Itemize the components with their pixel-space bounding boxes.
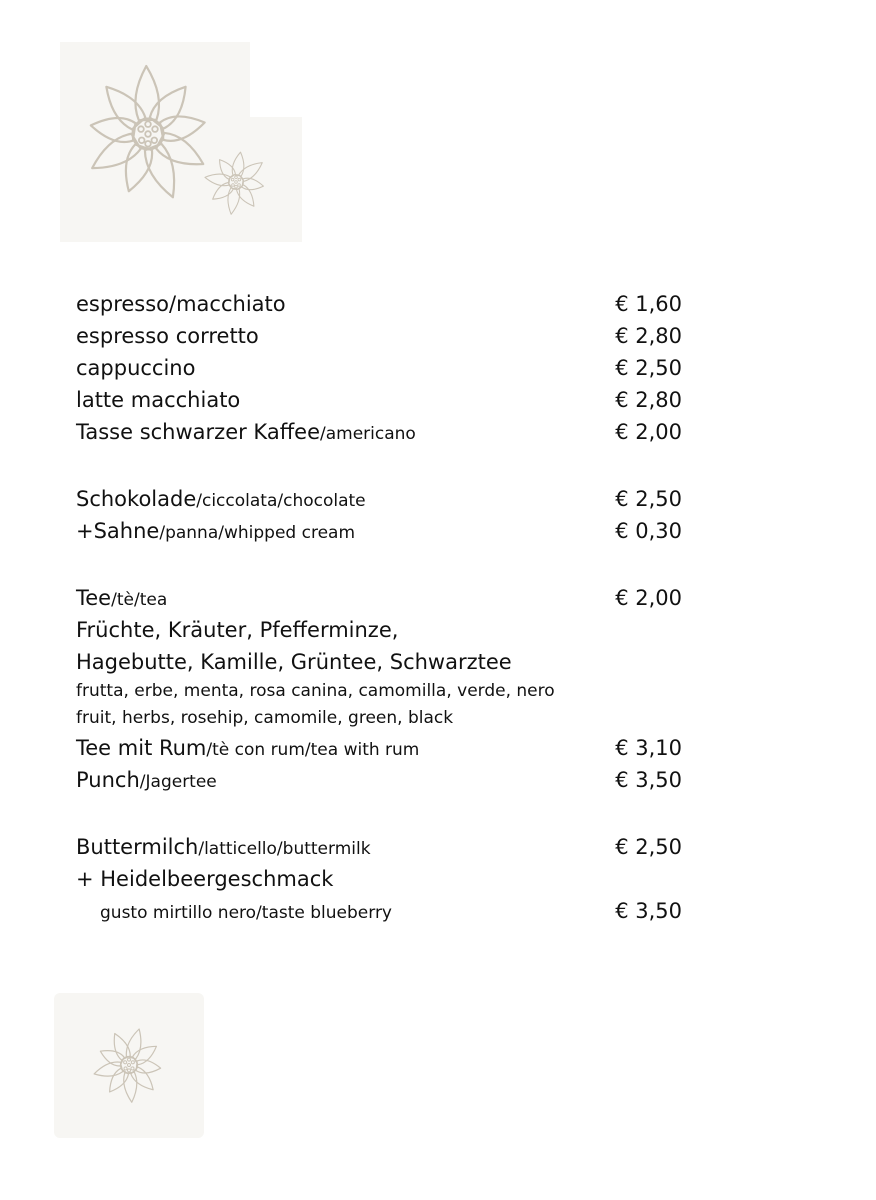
item-price: € 1,60 <box>615 292 682 316</box>
menu-item <box>76 732 682 764</box>
item-translation: /latticello/buttermilk <box>198 839 371 859</box>
item-name: latte macchiato <box>76 388 241 412</box>
item-translation: /Jagertee <box>139 772 217 792</box>
menu-item <box>76 320 682 352</box>
item-translation: /ciccolata/chocolate <box>196 491 366 511</box>
menu-item <box>76 515 682 547</box>
item-price: € 2,50 <box>615 835 682 859</box>
menu-addon-detail <box>76 895 682 927</box>
item-price: € 2,50 <box>615 356 682 380</box>
item-price: € 3,50 <box>615 768 682 792</box>
addon-translation: gusto mirtillo nero/taste blueberry <box>100 903 392 923</box>
menu-item <box>76 416 682 448</box>
item-price: € 2,80 <box>615 388 682 412</box>
item-translation: /americano <box>320 424 416 444</box>
item-price: € 2,80 <box>615 324 682 348</box>
edelweiss-flowers-icon <box>60 42 310 242</box>
item-translation: /tè con rum/tea with rum <box>206 740 420 760</box>
item-name: espresso corretto <box>76 324 259 348</box>
item-price: € 3,10 <box>615 736 682 760</box>
menu-item <box>76 384 682 416</box>
addon-name: + Heidelbeergeschmack <box>76 867 334 891</box>
tea-description-translation: frutta, erbe, menta, rosa canina, camomilla, verde, nero <box>76 681 555 701</box>
item-price: € 2,50 <box>615 487 682 511</box>
item-name: cappuccino <box>76 356 196 380</box>
tea-description: Hagebutte, Kamille, Grüntee, Schwarztee <box>76 650 512 674</box>
item-name: Tasse schwarzer Kaffee/americano <box>76 420 416 444</box>
item-name: espresso/macchiato <box>76 292 286 316</box>
item-name: Tee/tè/tea <box>76 586 168 610</box>
item-translation: /tè/tea <box>111 590 168 610</box>
item-price: € 2,00 <box>615 420 682 444</box>
item-name: Tee mit Rum/tè con rum/tea with rum <box>76 736 420 760</box>
menu-item <box>76 582 682 614</box>
tea-description-translation: fruit, herbs, rosehip, camomile, green, black <box>76 708 454 728</box>
section-gap <box>76 796 682 831</box>
menu-item <box>76 764 682 796</box>
item-price: € 3,50 <box>615 899 682 923</box>
item-name: Schokolade/ciccolata/chocolate <box>76 487 366 511</box>
item-price: € 2,00 <box>615 586 682 610</box>
menu-item <box>76 352 682 384</box>
item-name: Buttermilch/latticello/buttermilk <box>76 835 371 859</box>
item-price: € 0,30 <box>615 519 682 543</box>
menu-item <box>76 831 682 863</box>
drinks-menu <box>76 288 682 927</box>
menu-item <box>76 288 682 320</box>
edelweiss-flower-icon <box>54 993 204 1138</box>
item-name: +Sahne/panna/whipped cream <box>76 519 356 543</box>
item-translation: /panna/whipped cream <box>159 523 356 543</box>
section-gap <box>76 448 682 483</box>
item-name: Punch/Jagertee <box>76 768 217 792</box>
section-gap <box>76 547 682 582</box>
tea-description: Früchte, Kräuter, Pfefferminze, <box>76 618 399 642</box>
menu-item <box>76 483 682 515</box>
menu-addon <box>76 863 682 895</box>
